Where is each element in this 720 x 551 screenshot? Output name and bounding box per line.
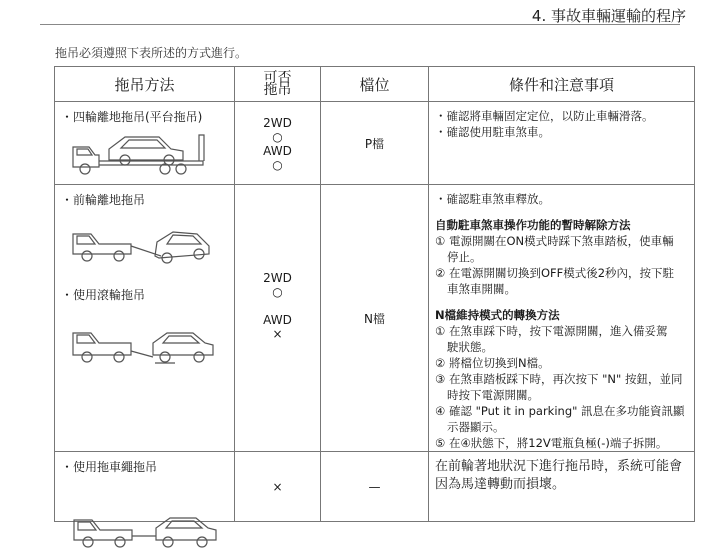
header-gear: 檔位 — [321, 67, 429, 102]
header-allowed-line1: 可否 — [263, 70, 292, 86]
section1-item: 車煞車開關。 — [447, 282, 516, 296]
condition-intro: ・確認駐車煞車釋放。 — [435, 192, 550, 206]
opt-2wd-label: 2WD — [263, 271, 292, 285]
opt-2wd-label: 2WD — [263, 116, 292, 130]
condition-line: 在前輪著地狀況下進行拖吊時，系統可能會 — [435, 459, 683, 474]
section2-title: N檔維持模式的轉換方法 — [435, 308, 560, 322]
gear-cell: — — [321, 452, 429, 522]
table-header-row — [55, 67, 695, 102]
condition-line: ・確認使用駐車煞車。 — [435, 125, 550, 139]
table-row — [55, 185, 695, 452]
section1-title: 自動駐車煞車操作功能的暫時解除方法 — [435, 218, 631, 232]
flatbed-truck-icon — [69, 125, 209, 177]
section2-item: 駛狀態。 — [447, 340, 493, 354]
method-dolly-label: ・使用滾輪拖吊 — [61, 288, 146, 302]
condition-line: ・確認將車輛固定定位，以防止車輛滑落。 — [435, 109, 654, 123]
wheel-lift-tow-icon — [69, 216, 219, 266]
tow-rope-icon — [70, 508, 220, 548]
section2-item: ④ 確認 "Put it in parking" 訊息在多功能資訊顯 — [435, 404, 685, 418]
gear-cell: P檔 — [321, 102, 429, 185]
section1-item: 停止。 — [447, 250, 482, 264]
method-flatbed-label: ・四輪離地拖吊(平台拖吊) — [61, 110, 203, 124]
opt-2wd-mark: ○ — [272, 285, 283, 299]
method-cell — [55, 102, 235, 185]
table-row — [55, 102, 695, 185]
section2-item: ② 將檔位切換到N檔。 — [435, 356, 550, 370]
opt-awd-mark: × — [272, 327, 283, 341]
intro-text: 拖吊必須遵照下表所述的方式進行。 — [55, 46, 248, 60]
gear-cell: N檔 — [321, 185, 429, 452]
condition-line: 因為馬達轉動而損壞。 — [435, 477, 566, 492]
dolly-tow-icon — [69, 317, 219, 367]
method-front-lift-label: ・前輪離地拖吊 — [61, 193, 146, 207]
section2-item: ③ 在煞車踏板踩下時，再次按下 "N" 按鈕，並同 — [435, 372, 683, 386]
header-conditions: 條件和注意事項 — [429, 67, 695, 102]
page-title: 4. 事故車輛運輸的程序 — [531, 7, 686, 25]
header-allowed — [235, 67, 321, 102]
towing-table — [54, 66, 695, 522]
opt-2wd-mark: ○ — [272, 130, 283, 144]
opt-awd-label: AWD — [263, 313, 292, 327]
header-allowed-line2: 拖吊 — [263, 82, 292, 98]
allowed-cell — [235, 102, 321, 185]
opt-awd-mark: ○ — [272, 158, 283, 172]
method-cell — [55, 185, 235, 452]
allowed-cell — [235, 185, 321, 452]
allowed-cell: × — [235, 452, 321, 522]
conditions-cell — [429, 102, 695, 185]
conditions-cell — [429, 452, 695, 522]
section1-item: ② 在電源開關切換到OFF模式後2秒內，按下駐 — [435, 266, 675, 280]
method-rope-label: ・使用拖車繩拖吊 — [61, 460, 158, 474]
opt-awd-label: AWD — [263, 144, 292, 158]
section2-item: 時按下電源開關。 — [447, 388, 539, 402]
conditions-cell — [429, 185, 695, 452]
header-method: 拖吊方法 — [55, 67, 235, 102]
section2-item: ⑤ 在④狀態下，將12V電瓶負極(-)端子拆開。 — [435, 436, 668, 450]
section1-item: ① 電源開關在ON模式時踩下煞車踏板，使車輛 — [435, 234, 674, 248]
section2-item: 示器顯示。 — [447, 420, 505, 434]
section2-item: ① 在煞車踩下時，按下電源開關，進入備妥駕 — [435, 324, 668, 338]
